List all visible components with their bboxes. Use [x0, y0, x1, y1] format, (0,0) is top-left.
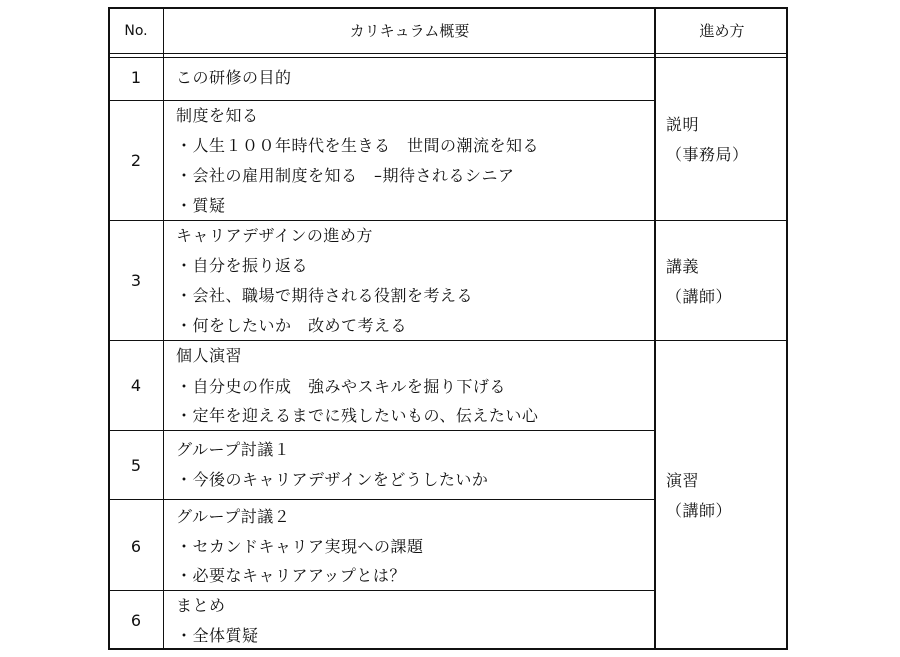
method-role: （事務局） [666, 145, 749, 164]
row-divider [108, 590, 655, 591]
summary-line: ・必要なキャリアアップとは？ [176, 566, 406, 585]
row-number: 1 [130, 68, 142, 87]
summary-line: ・人生１００年時代を生きる 世間の潮流を知る [176, 136, 540, 155]
summary-line: グループ討議２ [176, 507, 291, 526]
summary-line: ・会社、職場で期待される役割を考える [176, 286, 474, 305]
summary-line: ・今後のキャリアデザインをどうしたいか [176, 470, 489, 489]
row-number: 2 [130, 151, 142, 170]
row-divider [108, 340, 788, 341]
row-divider [108, 100, 655, 101]
column-divider-method [654, 7, 656, 650]
header-summary: カリキュラム概要 [349, 22, 470, 40]
header-method: 進め方 [699, 22, 745, 40]
summary-line: 制度を知る [176, 106, 259, 125]
summary-line: キャリアデザインの進め方 [176, 226, 373, 245]
summary-line: ・定年を迎えるまでに残したいもの、伝えたい心 [176, 406, 539, 425]
row-number: 3 [130, 271, 142, 290]
summary-line: グループ討議１ [176, 440, 291, 459]
summary-line: まとめ [176, 596, 226, 615]
header-divider-bottom [108, 57, 788, 58]
summary-line: ・全体質疑 [176, 626, 259, 645]
header-divider-top [108, 53, 788, 54]
summary-line: ・自分を振り返る [176, 256, 309, 275]
method-divider [655, 220, 788, 221]
summary-line: ・セカンドキャリア実現への課題 [176, 537, 424, 556]
summary-line: ・自分史の作成 強みやスキルを掘り下げる [176, 377, 506, 396]
row-divider [108, 220, 655, 221]
method-label: 説明 [666, 115, 700, 134]
summary-line: この研修の目的 [176, 68, 292, 87]
row-number: 4 [130, 376, 142, 395]
method-role: （講師） [666, 501, 733, 520]
row-number: 6 [130, 611, 142, 630]
row-number: 5 [130, 456, 142, 475]
method-label: 演習 [666, 471, 700, 490]
header-no: No. [124, 23, 148, 39]
summary-line: ・会社の雇用制度を知る –期待されるシニア [176, 166, 515, 185]
row-divider [108, 499, 655, 500]
method-label: 講義 [666, 257, 700, 276]
summary-line: 個人演習 [176, 346, 243, 365]
summary-line: ・質疑 [176, 196, 226, 215]
row-number: 6 [130, 537, 142, 556]
summary-line: ・何をしたいか 改めて考える [176, 316, 408, 335]
row-divider [108, 430, 655, 431]
method-role: （講師） [666, 287, 733, 306]
